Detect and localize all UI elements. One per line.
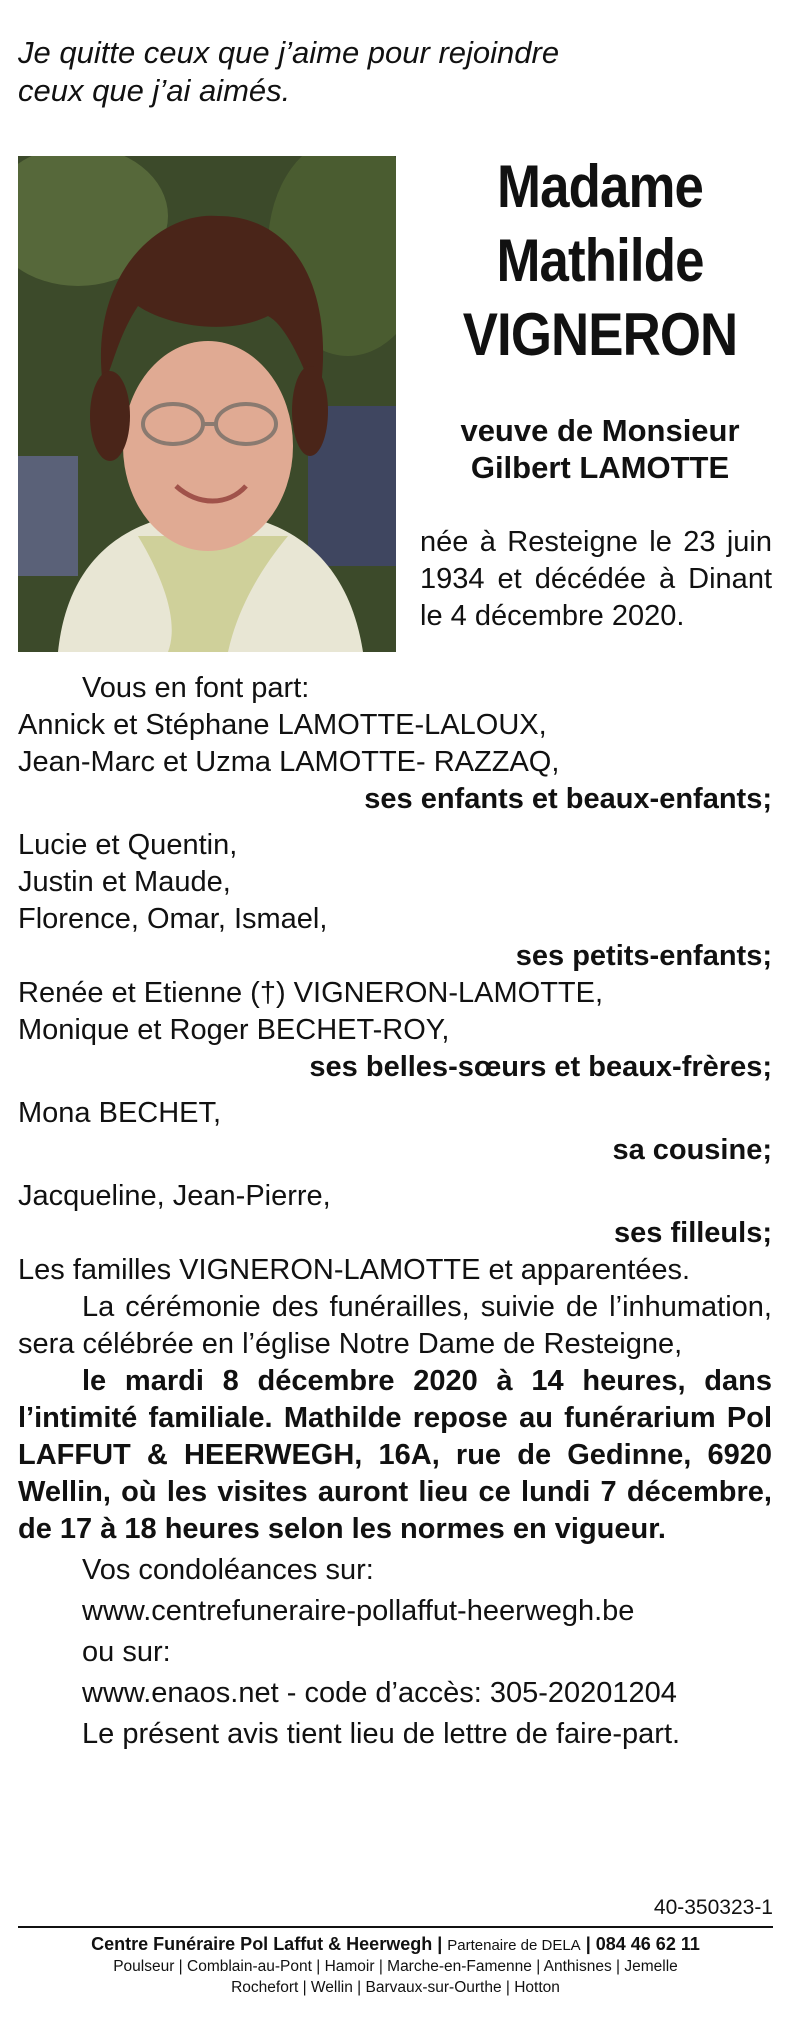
cousin-role: sa cousine; — [612, 1134, 772, 1166]
epitaph-quote — [18, 34, 718, 110]
children-role: ses enfants et beaux-enfants; — [364, 783, 772, 815]
ceremony-text: La cérémonie des funérailles, suivie de l’inhumation, sera célébrée en l’église Notre Dame de Resteigne, — [18, 1291, 772, 1360]
portrait-illustration — [18, 156, 396, 652]
inlaws-role: ses belles-sœurs et beaux-frères; — [309, 1051, 772, 1083]
phone-number: 084 46 62 11 — [595, 1934, 700, 1954]
ceremony-details: le mardi 8 décembre 2020 à 14 heures, dans l’intimité familiale. Mathilde repose au funérarium Pol LAFFUT & HEERWEGH, 16A, rue de Gedinne, 6920 Wellin, où les visites auront lieu ce lundi 7 décembre, de 17 à 18 heures selon les normes en vigueur. — [18, 1365, 772, 1545]
grandchildren-role: ses petits-enfants; — [515, 940, 772, 972]
cousin-name: Mona BECHET, — [18, 1097, 222, 1129]
reference-number: 40-350323-1 — [653, 1896, 773, 1919]
locations-line-1: Poulseur | Comblain-au-Pont | Hamoir | Marche-en-Famenne | Anthisnes | Jemelle — [113, 1958, 678, 1975]
condolences-url-2[interactable]: www.enaos.net - code d’accès: 305-20201204 — [82, 1677, 677, 1709]
name-last: VIGNERON — [462, 301, 738, 368]
footer-divider — [18, 1926, 773, 1928]
or-line: ou sur: — [82, 1636, 171, 1668]
widow-of — [420, 412, 780, 486]
inlaws-1: Renée et Etienne (†) VIGNERON-LAMOTTE, — [18, 977, 604, 1009]
condolences-url-1[interactable]: www.centrefuneraire-pollaffut-heerwegh.be — [82, 1595, 635, 1627]
families-line: Les familles VIGNERON-LAMOTTE et apparentées. — [18, 1254, 691, 1286]
partner-text: Partenaire de DELA — [447, 1937, 581, 1954]
company-name: Centre Funéraire Pol Laffut & Heerwegh — [91, 1934, 433, 1954]
widow-line-2: Gilbert LAMOTTE — [470, 450, 730, 485]
intro-line: Vous en font part: — [82, 672, 310, 704]
grandchildren-2: Justin et Maude, — [18, 866, 231, 898]
quote-line-1: Je quitte ceux que j’aime pour rejoindre — [18, 35, 560, 70]
notice-line: Le présent avis tient lieu de lettre de faire-part. — [82, 1718, 681, 1750]
inlaws-2: Monique et Roger BECHET-ROY, — [18, 1014, 450, 1046]
locations-line-2: Rochefort | Wellin | Barvaux-sur-Ourthe | Hotton — [231, 1979, 560, 1996]
children-1: Annick et Stéphane LAMOTTE-LALOUX, — [18, 709, 547, 741]
funeral-home-footer: Centre Funéraire Pol Laffut & Heerwegh | Partenaire de DELA | 084 46 62 11 Poulseur | Comblain-au-Pont | Hamoir | Marche-en-Famenne | Anthisnes | Jemelle Rochefort | Wellin | Barvaux-sur-Ourthe | Hotton — [0, 1934, 791, 1998]
name-first: Mathilde — [496, 227, 704, 294]
deceased-name — [442, 150, 759, 372]
godchildren-names: Jacqueline, Jean-Pierre, — [18, 1180, 331, 1212]
widow-line-1: veuve de Monsieur — [460, 413, 740, 448]
notice-body — [18, 670, 772, 1753]
condolences-line: Vos condoléances sur: — [82, 1554, 374, 1586]
grandchildren-3: Florence, Omar, Ismael, — [18, 903, 328, 935]
children-2: Jean-Marc et Uzma LAMOTTE- RAZZAQ, — [18, 746, 560, 778]
birth-death-text: née à Resteigne le 23 juin 1934 et décédée à Dinant le 4 décembre 2020. — [420, 526, 772, 632]
godchildren-role: ses filleuls; — [614, 1217, 772, 1249]
name-title: Madame — [496, 153, 704, 220]
portrait-photo — [18, 156, 396, 652]
quote-line-2: ceux que j’ai aimés. — [18, 73, 291, 108]
grandchildren-1: Lucie et Quentin, — [18, 829, 238, 861]
